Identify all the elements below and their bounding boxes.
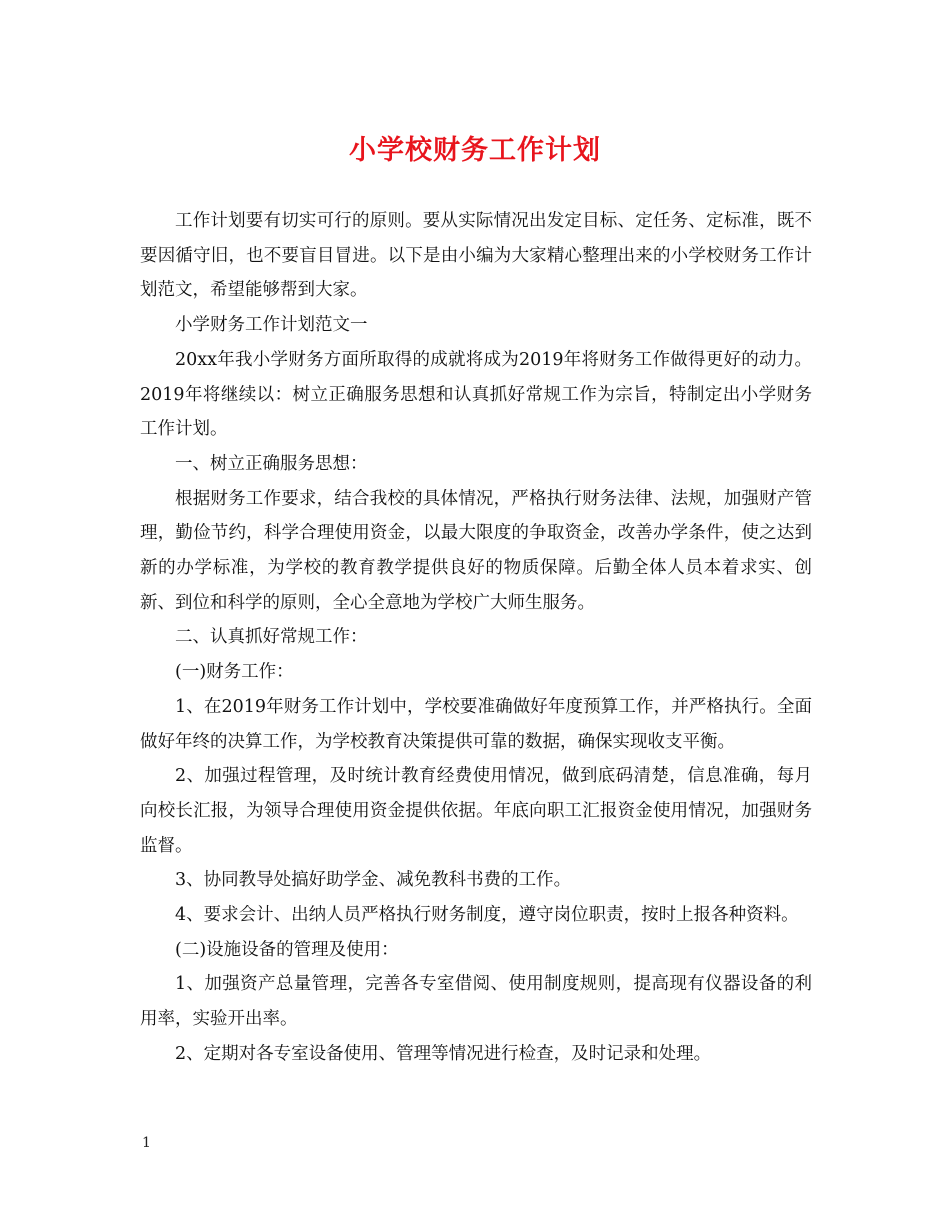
document-title: 小学校财务工作计划	[349, 135, 601, 166]
list-item: 2、定期对各专室设备使用、管理等情况进行检查，及时记录和处理。	[175, 1043, 712, 1064]
list-item: 2、加强过程管理，及时统计教育经费使用情况，做到底码清楚，信息准确，每月向校长汇报，为领导合理使用资金提供依据。年底向职工汇报资金使用情况，加强财务监督。	[140, 766, 812, 856]
section-heading: 二、认真抓好常规工作：	[175, 627, 368, 648]
subsection-heading: (二)设施设备的管理及使用：	[175, 939, 399, 960]
paragraph: 20xx年我小学财务方面所取得的成就将成为2019年将财务工作做得更好的动力。2019年将继续以：树立正确服务思想和认真抓好常规工作为宗旨，特制定出小学财务工作计划。	[140, 349, 812, 440]
list-item: 1、在2019年财务工作计划中，学校要准确做好年度预算工作，并严格执行。全面做好年终的决算工作，为学校教育决策提供可靠的数据，确保实现收支平衡。	[140, 696, 812, 752]
intro-paragraph: 工作计划要有切实可行的原则。要从实际情况出发定目标、定任务、定标准，既不要因循守旧，也不要盲目冒进。以下是由小编为大家精心整理出来的小学校财务工作计划范文，希望能够帮到大家。	[140, 211, 812, 301]
paragraph: 根据财务工作要求，结合我校的具体情况，严格执行财务法律、法规，加强财产管理，勤俭节约，科学合理使用资金，以最大限度的争取资金，改善办学条件，使之达到新的办学标准，为学校的教育教学提供良好的物质保障。后勤全体人员本着求实、创新、到位和科学的原则，全心全意地为学校广大师生服务。	[140, 488, 812, 613]
list-item: 4、要求会计、出纳人员严格执行财务制度，遵守岗位职责，按时上报各种资料。	[175, 905, 799, 926]
document-body	[140, 204, 812, 1072]
subsection-heading: (一)财务工作：	[175, 662, 294, 683]
list-item: 3、协同教导处搞好助学金、减免教科书费的工作。	[175, 870, 572, 891]
section-heading-sample-one: 小学财务工作计划范文一	[175, 315, 368, 336]
page-number: 1	[142, 1135, 151, 1151]
section-heading: 一、树立正确服务思想：	[175, 453, 368, 474]
list-item: 1、加强资产总量管理，完善各专室借阅、使用制度规则，提高现有仪器设备的利用率，实验开出率。	[140, 974, 812, 1030]
